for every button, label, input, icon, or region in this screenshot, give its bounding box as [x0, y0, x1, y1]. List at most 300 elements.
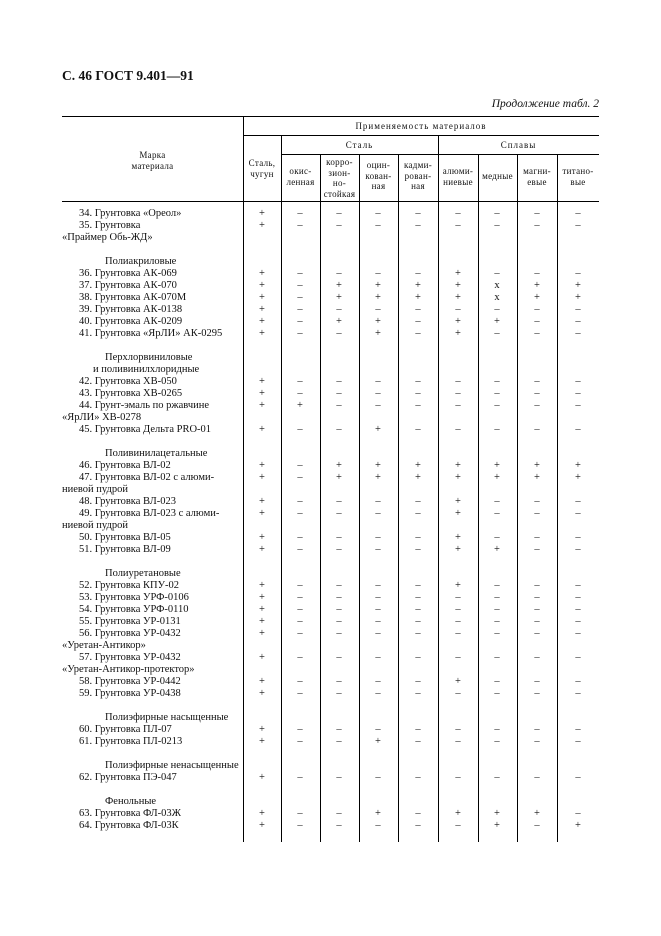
- applicability-cell: –: [534, 376, 540, 387]
- applicability-cell: –: [494, 496, 500, 507]
- applicability-cell: –: [297, 616, 303, 627]
- applicability-cell: –: [415, 772, 421, 783]
- applicability-cell: +: [259, 508, 265, 519]
- applicability-cell: –: [575, 532, 581, 543]
- applicability-cell: –: [415, 388, 421, 399]
- applicability-cell: –: [415, 544, 421, 555]
- applicability-cell: –: [336, 376, 342, 387]
- group-heading: [62, 364, 602, 376]
- material-name: 42. Грунтовка ХВ-050: [79, 376, 177, 387]
- applicability-cell: –: [375, 616, 381, 627]
- applicability-cell: –: [575, 316, 581, 327]
- group-heading-label: Полиакриловые: [105, 256, 177, 267]
- applicability-cell: +: [259, 772, 265, 783]
- applicability-cell: –: [494, 736, 500, 747]
- applicability-cell: –: [415, 400, 421, 411]
- applicability-cell: –: [494, 388, 500, 399]
- applicability-cell: –: [494, 328, 500, 339]
- table-top-border: [62, 116, 599, 117]
- material-name: 57. Грунтовка УР-0432: [79, 652, 181, 663]
- group-heading-label: Поливинилацетальные: [105, 448, 208, 459]
- material-name: 54. Грунтовка УРФ-0110: [79, 604, 189, 615]
- applicability-cell: +: [575, 280, 581, 291]
- material-name: 58. Грунтовка УР-0442: [79, 676, 181, 687]
- applicability-cell: –: [375, 208, 381, 219]
- column-header-galvanized: оцин- кован- ная: [365, 160, 392, 191]
- table-row: [62, 808, 602, 820]
- applicability-cell: –: [455, 424, 461, 435]
- applicability-cell: +: [455, 676, 461, 687]
- applicability-cell: –: [494, 652, 500, 663]
- material-name: 64. Грунтовка ФЛ-03К: [79, 820, 179, 831]
- applicability-cell: –: [415, 820, 421, 831]
- applicability-cell: –: [455, 304, 461, 315]
- table-row: [62, 292, 602, 304]
- table-row: [62, 220, 602, 232]
- applicability-cell: –: [415, 316, 421, 327]
- applicability-cell: –: [534, 532, 540, 543]
- group-heading: [62, 256, 602, 268]
- row-spacer: [62, 556, 602, 568]
- applicability-cell: –: [336, 220, 342, 231]
- material-name: «Уретан-Антикор»: [62, 640, 146, 651]
- applicability-cell: x: [494, 292, 500, 303]
- applicability-cell: –: [575, 400, 581, 411]
- material-name: 55. Грунтовка УР-0131: [79, 616, 181, 627]
- applicability-cell: –: [336, 688, 342, 699]
- group-heading: [62, 352, 602, 364]
- applicability-cell: –: [415, 724, 421, 735]
- applicability-cell: –: [297, 544, 303, 555]
- applicability-cell: +: [534, 292, 540, 303]
- material-name: 39. Грунтовка АК-0138: [79, 304, 183, 315]
- applicability-cell: +: [415, 280, 421, 291]
- applicability-cell: +: [455, 268, 461, 279]
- group-heading: [62, 448, 602, 460]
- applicability-cell: –: [415, 496, 421, 507]
- applicability-cell: –: [534, 424, 540, 435]
- table-row: [62, 496, 602, 508]
- applicability-cell: –: [297, 808, 303, 819]
- applicability-cell: –: [575, 220, 581, 231]
- applicability-cell: –: [455, 772, 461, 783]
- applicability-cell: –: [494, 724, 500, 735]
- applicability-cell: –: [534, 820, 540, 831]
- applicability-cell: –: [375, 652, 381, 663]
- applicability-cell: –: [375, 496, 381, 507]
- applicability-cell: +: [259, 472, 265, 483]
- applicability-cell: –: [375, 772, 381, 783]
- applicability-cell: +: [259, 388, 265, 399]
- applicability-cell: +: [259, 208, 265, 219]
- applicability-cell: +: [259, 676, 265, 687]
- applicability-cell: +: [336, 316, 342, 327]
- applicability-cell: +: [336, 460, 342, 471]
- material-name: 52. Грунтовка КПУ-02: [79, 580, 180, 591]
- applicability-cell: –: [375, 376, 381, 387]
- applicability-cell: +: [297, 400, 303, 411]
- applicability-cell: –: [336, 820, 342, 831]
- applicability-cell: –: [455, 400, 461, 411]
- applicability-cell: +: [455, 460, 461, 471]
- table-row: [62, 532, 602, 544]
- applicability-cell: –: [297, 316, 303, 327]
- table-row: [62, 460, 602, 472]
- applicability-cell: +: [455, 472, 461, 483]
- applicability-cell: +: [375, 460, 381, 471]
- applicability-cell: –: [415, 676, 421, 687]
- applicability-cell: –: [297, 328, 303, 339]
- table-row: [62, 604, 602, 616]
- applicability-cell: –: [494, 532, 500, 543]
- applicability-cell: –: [336, 532, 342, 543]
- table-row: [62, 376, 602, 388]
- applicability-cell: –: [494, 604, 500, 615]
- applicability-cell: –: [455, 688, 461, 699]
- applicability-cell: –: [415, 604, 421, 615]
- applicability-cell: +: [259, 280, 265, 291]
- applicability-cell: +: [259, 604, 265, 615]
- applicability-cell: –: [375, 388, 381, 399]
- table-row: [62, 688, 602, 700]
- applicability-cell: +: [336, 292, 342, 303]
- applicability-cell: –: [415, 328, 421, 339]
- applicability-cell: –: [297, 460, 303, 471]
- applicability-cell: –: [415, 424, 421, 435]
- applicability-cell: –: [415, 208, 421, 219]
- applicability-cell: –: [415, 808, 421, 819]
- applicability-cell: +: [455, 328, 461, 339]
- applicability-cell: –: [575, 208, 581, 219]
- applicability-cell: –: [534, 592, 540, 603]
- material-name: 44. Грунт-эмаль по ржавчине: [79, 400, 210, 411]
- applicability-cell: –: [375, 400, 381, 411]
- column-header-corrosion-resistant: корро- зион- но- стойкая: [323, 157, 356, 199]
- column-header-magnesium: магни- евые: [523, 166, 551, 187]
- applicability-cell: –: [336, 628, 342, 639]
- table-row: [62, 280, 602, 292]
- applicability-cell: –: [336, 496, 342, 507]
- applicability-cell: –: [455, 616, 461, 627]
- material-name: 37. Грунтовка АК-070: [79, 280, 177, 291]
- applicability-cell: –: [375, 604, 381, 615]
- applicability-cell: –: [336, 208, 342, 219]
- table-row: [62, 304, 602, 316]
- applicability-cell: –: [534, 388, 540, 399]
- table-row-continuation: [62, 232, 602, 244]
- applicability-cell: +: [259, 268, 265, 279]
- applicability-cell: –: [297, 268, 303, 279]
- applicability-cell: –: [415, 592, 421, 603]
- applicability-cell: +: [375, 292, 381, 303]
- applicability-cell: +: [375, 808, 381, 819]
- applicability-cell: –: [336, 604, 342, 615]
- material-name: «ЯрЛИ» ХВ-0278: [62, 412, 142, 423]
- applicability-cell: –: [415, 616, 421, 627]
- material-name: ниевой пудрой: [62, 484, 128, 495]
- row-spacer: [62, 700, 602, 712]
- applicability-cell: +: [259, 316, 265, 327]
- applicability-cell: +: [259, 808, 265, 819]
- column-header-steel-cast-iron: Сталь, чугун: [248, 158, 276, 179]
- material-name: 62. Грунтовка ПЭ-047: [79, 772, 177, 783]
- applicability-cell: –: [297, 508, 303, 519]
- applicability-cell: –: [336, 328, 342, 339]
- applicability-cell: –: [297, 376, 303, 387]
- applicability-cell: –: [575, 592, 581, 603]
- table-row: [62, 820, 602, 832]
- applicability-cell: –: [534, 208, 540, 219]
- row-spacer: [62, 244, 602, 256]
- applicability-cell: –: [534, 496, 540, 507]
- table-row: [62, 772, 602, 784]
- page-header: С. 46 ГОСТ 9.401—91: [62, 68, 194, 83]
- applicability-cell: +: [259, 424, 265, 435]
- applicability-cell: –: [336, 424, 342, 435]
- applicability-cell: +: [415, 460, 421, 471]
- column-header-titanium: титано- вые: [562, 166, 594, 187]
- applicability-cell: –: [494, 376, 500, 387]
- applicability-cell: –: [575, 652, 581, 663]
- applicability-cell: +: [336, 280, 342, 291]
- applicability-cell: –: [297, 388, 303, 399]
- applicability-cell: –: [534, 544, 540, 555]
- material-name: 34. Грунтовка «Ореол»: [79, 208, 182, 219]
- applicability-cell: –: [336, 772, 342, 783]
- applicability-cell: +: [415, 472, 421, 483]
- applicability-cell: –: [297, 724, 303, 735]
- applicability-cell: –: [455, 652, 461, 663]
- applicability-cell: –: [455, 208, 461, 219]
- applicability-cell: –: [575, 508, 581, 519]
- material-name: 48. Грунтовка ВЛ-023: [79, 496, 176, 507]
- applicability-cell: +: [259, 496, 265, 507]
- applicability-cell: –: [297, 496, 303, 507]
- group-heading: [62, 568, 602, 580]
- row-spacer: [62, 340, 602, 352]
- applicability-cell: –: [494, 220, 500, 231]
- applicability-cell: +: [375, 472, 381, 483]
- applicability-cell: +: [259, 724, 265, 735]
- applicability-cell: –: [297, 304, 303, 315]
- applicability-cell: –: [575, 676, 581, 687]
- applicability-cell: +: [259, 304, 265, 315]
- applicability-cell: –: [375, 580, 381, 591]
- table-row: [62, 388, 602, 400]
- applicability-cell: –: [297, 208, 303, 219]
- applicability-cell: –: [297, 628, 303, 639]
- applicability-cell: +: [455, 292, 461, 303]
- applicability-cell: –: [494, 268, 500, 279]
- applicability-cell: +: [534, 280, 540, 291]
- applicability-cell: +: [575, 460, 581, 471]
- applicability-cell: –: [455, 604, 461, 615]
- applicability-cell: –: [297, 820, 303, 831]
- applicability-cell: –: [534, 604, 540, 615]
- applicability-cell: +: [455, 532, 461, 543]
- material-name: 46. Грунтовка ВЛ-02: [79, 460, 171, 471]
- applicability-cell: –: [534, 220, 540, 231]
- table-row: [62, 580, 602, 592]
- group-heading-label: Полиэфирные насыщенные: [105, 712, 229, 723]
- applicability-cell: –: [455, 724, 461, 735]
- applicability-cell: –: [575, 268, 581, 279]
- applicability-cell: +: [494, 460, 500, 471]
- applicability-cell: –: [415, 628, 421, 639]
- applicability-cell: +: [375, 736, 381, 747]
- applicability-cell: –: [336, 580, 342, 591]
- column-header-cadmium: кадми- рован- ная: [403, 160, 433, 191]
- applicability-cell: –: [534, 736, 540, 747]
- material-name: 40. Грунтовка АК-0209: [79, 316, 183, 327]
- applicability-cell: –: [575, 772, 581, 783]
- applicability-cell: –: [415, 268, 421, 279]
- column-header-oxidized: окис- ленная: [286, 166, 315, 187]
- table-row: [62, 208, 602, 220]
- applicability-cell: –: [415, 376, 421, 387]
- applicability-cell: +: [415, 292, 421, 303]
- applicability-cell: –: [534, 772, 540, 783]
- applicability-cell: +: [336, 472, 342, 483]
- applicability-cell: +: [259, 328, 265, 339]
- material-column-header: Марка материала: [131, 150, 174, 171]
- applicability-cell: –: [336, 736, 342, 747]
- applicability-cell: +: [494, 808, 500, 819]
- applicability-cell: –: [575, 808, 581, 819]
- applicability-cell: –: [494, 508, 500, 519]
- applicability-cell: –: [534, 316, 540, 327]
- applicability-cell: –: [375, 304, 381, 315]
- applicability-cell: –: [336, 808, 342, 819]
- table-row: [62, 616, 602, 628]
- applicability-cell: –: [534, 580, 540, 591]
- material-name: 47. Грунтовка ВЛ-02 с алюми-: [79, 472, 215, 483]
- alloys-group-header: Сплавы: [500, 140, 537, 150]
- applicability-cell: –: [575, 544, 581, 555]
- applicability-cell: –: [375, 508, 381, 519]
- applicability-cell: +: [575, 472, 581, 483]
- applicability-cell: +: [534, 808, 540, 819]
- applicability-cell: +: [575, 292, 581, 303]
- applicability-cell: –: [297, 292, 303, 303]
- column-header-copper: медные: [482, 171, 513, 181]
- applicability-cell: +: [494, 316, 500, 327]
- applicability-cell: –: [534, 724, 540, 735]
- table-row-continuation: [62, 520, 602, 532]
- applicability-cell: –: [534, 616, 540, 627]
- applicability-cell: –: [375, 820, 381, 831]
- applicability-cell: +: [259, 820, 265, 831]
- table-row: [62, 724, 602, 736]
- applicability-cell: –: [455, 592, 461, 603]
- applicability-cell: –: [575, 736, 581, 747]
- material-name: «Уретан-Антикор-протектор»: [62, 664, 195, 675]
- applicability-cell: –: [575, 604, 581, 615]
- applicability-cell: –: [575, 328, 581, 339]
- applicability-cell: –: [494, 772, 500, 783]
- table-row: [62, 628, 602, 640]
- applicability-cell: +: [494, 544, 500, 555]
- applicability-cell: x: [494, 280, 500, 291]
- applicability-cell: +: [534, 460, 540, 471]
- material-name: 59. Грунтовка УР-0438: [79, 688, 181, 699]
- applicability-cell: +: [534, 472, 540, 483]
- applicability-cell: –: [455, 220, 461, 231]
- applicability-cell: –: [534, 268, 540, 279]
- applicability-cell: –: [534, 400, 540, 411]
- applicability-cell: +: [455, 580, 461, 591]
- applicability-cell: +: [259, 376, 265, 387]
- applicability-cell: +: [259, 292, 265, 303]
- applicability-cell: –: [336, 304, 342, 315]
- applicability-cell: –: [297, 220, 303, 231]
- applicability-cell: –: [297, 472, 303, 483]
- table-row: [62, 652, 602, 664]
- applicability-cell: –: [415, 508, 421, 519]
- applicability-cell: –: [297, 280, 303, 291]
- material-name: 53. Грунтовка УРФ-0106: [79, 592, 189, 603]
- applicability-cell: +: [259, 652, 265, 663]
- table-row: [62, 676, 602, 688]
- applicability-header: Применяемость материалов: [355, 121, 487, 131]
- group-heading-label: Фенольные: [105, 796, 157, 807]
- applicability-cell: –: [336, 268, 342, 279]
- applicability-cell: +: [375, 316, 381, 327]
- applicability-cell: –: [494, 676, 500, 687]
- applicability-cell: +: [259, 736, 265, 747]
- applicability-divider: [243, 135, 599, 136]
- steel-group-header: Сталь: [345, 140, 374, 150]
- applicability-cell: –: [336, 592, 342, 603]
- group-heading-label: Перхлорвиниловые: [105, 352, 193, 363]
- header-bottom-border: [62, 201, 599, 202]
- applicability-cell: +: [259, 544, 265, 555]
- applicability-cell: –: [415, 652, 421, 663]
- table-row-continuation: [62, 484, 602, 496]
- applicability-cell: –: [455, 388, 461, 399]
- applicability-cell: –: [455, 736, 461, 747]
- group-heading: [62, 796, 602, 808]
- applicability-cell: –: [494, 580, 500, 591]
- applicability-cell: –: [336, 544, 342, 555]
- material-name: 45. Грунтовка Дельта PRO-01: [79, 424, 212, 435]
- table-row: [62, 268, 602, 280]
- group-heading-label: и поливинилхлоридные: [93, 364, 200, 375]
- table-continuation-label: Продолжение табл. 2: [491, 98, 599, 110]
- applicability-cell: –: [534, 652, 540, 663]
- applicability-cell: –: [375, 532, 381, 543]
- applicability-cell: –: [297, 652, 303, 663]
- applicability-cell: –: [297, 604, 303, 615]
- applicability-cell: –: [336, 724, 342, 735]
- applicability-cell: –: [375, 544, 381, 555]
- applicability-cell: –: [415, 688, 421, 699]
- applicability-cell: +: [375, 424, 381, 435]
- table-row: [62, 424, 602, 436]
- applicability-cell: +: [455, 808, 461, 819]
- applicability-cell: +: [575, 820, 581, 831]
- applicability-cell: –: [455, 376, 461, 387]
- applicability-cell: –: [534, 688, 540, 699]
- table-row: [62, 316, 602, 328]
- applicability-cell: +: [494, 472, 500, 483]
- applicability-cell: –: [297, 736, 303, 747]
- applicability-cell: –: [336, 652, 342, 663]
- material-name: 50. Грунтовка ВЛ-05: [79, 532, 171, 543]
- applicability-cell: –: [534, 508, 540, 519]
- table-row: [62, 592, 602, 604]
- applicability-cell: –: [375, 592, 381, 603]
